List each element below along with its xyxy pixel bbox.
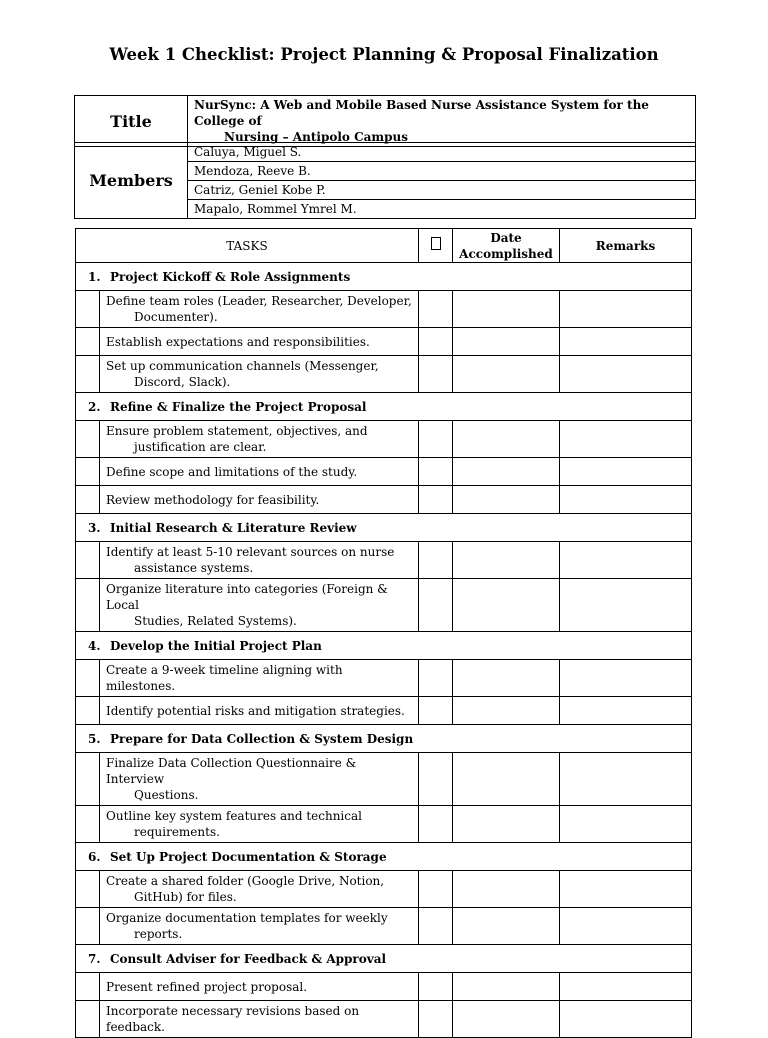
- task-checkbox-cell[interactable]: [419, 542, 453, 579]
- task-gutter: [76, 806, 100, 843]
- task-line1: Present refined project proposal.: [106, 979, 308, 994]
- section-heading: [76, 843, 692, 871]
- section-title: Set Up Project Documentation & Storage: [110, 849, 387, 864]
- remarks-cell[interactable]: [560, 753, 692, 806]
- task-gutter: [76, 421, 100, 458]
- remarks-cell[interactable]: [560, 579, 692, 632]
- title-label: Title: [75, 96, 188, 147]
- date-header-line1: Date: [490, 230, 522, 245]
- task-row: [76, 806, 692, 843]
- date-accomplished-header: [453, 229, 560, 263]
- task-line2: GitHub) for files.: [134, 890, 237, 904]
- remarks-header: Remarks: [560, 229, 692, 263]
- task-line1: Establish expectations and responsibilities.: [106, 334, 370, 349]
- remarks-cell[interactable]: [560, 908, 692, 945]
- section-title: Consult Adviser for Feedback & Approval: [110, 951, 387, 966]
- date-accomplished-cell[interactable]: [453, 486, 560, 514]
- task-checkbox-cell[interactable]: [419, 458, 453, 486]
- task-line2: Documenter).: [134, 310, 218, 324]
- section-title: Initial Research & Literature Review: [110, 520, 357, 535]
- task-line1: Outline key system features and technical: [106, 809, 362, 823]
- task-line1: Create a shared folder (Google Drive, Notion,: [106, 874, 385, 888]
- section-number: 6.: [88, 849, 101, 864]
- date-accomplished-cell[interactable]: [453, 328, 560, 356]
- task-line1: Ensure problem statement, objectives, and: [106, 424, 368, 438]
- remarks-cell[interactable]: [560, 697, 692, 725]
- member-name: Caluya, Miguel S.: [188, 143, 696, 162]
- task-line2: assistance systems.: [134, 561, 254, 575]
- task-line2: reports.: [134, 927, 183, 941]
- remarks-cell[interactable]: [560, 871, 692, 908]
- task-line1: Review methodology for feasibility.: [106, 492, 320, 507]
- checkbox-icon: [431, 237, 441, 250]
- task-checkbox-cell[interactable]: [419, 973, 453, 1001]
- tasks-header-row: [76, 229, 692, 263]
- task-description: [100, 486, 419, 514]
- task-description: [100, 697, 419, 725]
- section-number: 1.: [88, 269, 101, 284]
- tasks-table: [75, 228, 692, 1038]
- date-accomplished-cell[interactable]: [453, 291, 560, 328]
- task-row: [76, 486, 692, 514]
- date-accomplished-cell[interactable]: [453, 458, 560, 486]
- task-row: [76, 871, 692, 908]
- task-description: [100, 753, 419, 806]
- task-row: [76, 356, 692, 393]
- task-line1: Organize documentation templates for weekly: [106, 911, 388, 925]
- date-accomplished-cell[interactable]: [453, 806, 560, 843]
- section-title: Prepare for Data Collection & System Design: [110, 731, 414, 746]
- section-number: 4.: [88, 638, 101, 653]
- task-checkbox-cell[interactable]: [419, 660, 453, 697]
- section-title: Develop the Initial Project Plan: [110, 638, 322, 653]
- task-line1: Set up communication channels (Messenger,: [106, 359, 379, 373]
- task-gutter: [76, 871, 100, 908]
- section-heading: [76, 393, 692, 421]
- task-description: [100, 660, 419, 697]
- task-gutter: [76, 291, 100, 328]
- members-table: [74, 142, 696, 219]
- task-row: [76, 328, 692, 356]
- date-accomplished-cell[interactable]: [453, 1001, 560, 1038]
- task-gutter: [76, 973, 100, 1001]
- remarks-cell[interactable]: [560, 806, 692, 843]
- task-line1: Identify at least 5-10 relevant sources on nurse: [106, 545, 395, 559]
- task-description: [100, 871, 419, 908]
- date-accomplished-cell[interactable]: [453, 753, 560, 806]
- task-description: [100, 806, 419, 843]
- task-gutter: [76, 660, 100, 697]
- task-row: [76, 697, 692, 725]
- date-accomplished-cell[interactable]: [453, 579, 560, 632]
- project-title-line2: Nursing – Antipolo Campus: [224, 130, 408, 144]
- project-title-line1: NurSync: A Web and Mobile Based Nurse Assistance System for the College of: [194, 98, 649, 128]
- task-row: [76, 660, 692, 697]
- task-description: [100, 328, 419, 356]
- task-line1: Organize literature into categories (Foreign & Local: [106, 582, 388, 612]
- section-row: [76, 725, 692, 753]
- section-row: [76, 263, 692, 291]
- task-row: [76, 458, 692, 486]
- date-accomplished-cell[interactable]: [453, 660, 560, 697]
- remarks-cell[interactable]: [560, 973, 692, 1001]
- remarks-cell[interactable]: [560, 421, 692, 458]
- member-name: Catriz, Geniel Kobe P.: [188, 181, 696, 200]
- section-number: 5.: [88, 731, 101, 746]
- task-row: [76, 973, 692, 1001]
- task-gutter: [76, 579, 100, 632]
- remarks-cell[interactable]: [560, 542, 692, 579]
- task-row: [76, 1001, 692, 1038]
- members-label: Members: [75, 143, 188, 219]
- section-title: Refine & Finalize the Project Proposal: [110, 399, 367, 414]
- task-gutter: [76, 697, 100, 725]
- task-checkbox-cell[interactable]: [419, 328, 453, 356]
- task-checkbox-cell[interactable]: [419, 1001, 453, 1038]
- task-gutter: [76, 486, 100, 514]
- section-row: [76, 632, 692, 660]
- task-line2: requirements.: [134, 825, 220, 839]
- project-title: [188, 96, 696, 147]
- task-description: [100, 458, 419, 486]
- task-description: [100, 356, 419, 393]
- check-header: [419, 229, 453, 263]
- date-accomplished-cell[interactable]: [453, 356, 560, 393]
- remarks-cell[interactable]: [560, 291, 692, 328]
- section-row: [76, 514, 692, 542]
- section-row: [76, 843, 692, 871]
- date-accomplished-cell[interactable]: [453, 973, 560, 1001]
- task-line2: Questions.: [134, 788, 199, 802]
- task-row: [76, 291, 692, 328]
- task-checkbox-cell[interactable]: [419, 908, 453, 945]
- section-title: Project Kickoff & Role Assignments: [110, 269, 351, 284]
- member-name: Mendoza, Reeve B.: [188, 162, 696, 181]
- section-row: [76, 945, 692, 973]
- task-line1: Define team roles (Leader, Researcher, Developer,: [106, 294, 412, 308]
- task-line1: Create a 9-week timeline aligning with milestones.: [106, 663, 343, 693]
- section-heading: [76, 514, 692, 542]
- task-line1: Identify potential risks and mitigation strategies.: [106, 703, 405, 718]
- task-checkbox-cell[interactable]: [419, 871, 453, 908]
- task-checkbox-cell[interactable]: [419, 421, 453, 458]
- task-line1: Define scope and limitations of the study.: [106, 464, 358, 479]
- task-row: [76, 421, 692, 458]
- page-title: Week 1 Checklist: Project Planning & Proposal Finalization: [109, 45, 659, 64]
- task-checkbox-cell[interactable]: [419, 291, 453, 328]
- task-checkbox-cell[interactable]: [419, 356, 453, 393]
- remarks-cell[interactable]: [560, 356, 692, 393]
- remarks-cell[interactable]: [560, 486, 692, 514]
- section-heading: [76, 725, 692, 753]
- date-accomplished-cell[interactable]: [453, 908, 560, 945]
- task-description: [100, 542, 419, 579]
- task-gutter: [76, 328, 100, 356]
- member-name: Mapalo, Rommel Ymrel M.: [188, 200, 696, 219]
- section-heading: [76, 632, 692, 660]
- task-checkbox-cell[interactable]: [419, 753, 453, 806]
- task-checkbox-cell[interactable]: [419, 579, 453, 632]
- task-description: [100, 1001, 419, 1038]
- section-number: 2.: [88, 399, 101, 414]
- task-line1: Incorporate necessary revisions based on feedback.: [106, 1004, 360, 1034]
- date-accomplished-cell[interactable]: [453, 697, 560, 725]
- task-gutter: [76, 1001, 100, 1038]
- remarks-cell[interactable]: [560, 660, 692, 697]
- task-checkbox-cell[interactable]: [419, 697, 453, 725]
- task-row: [76, 579, 692, 632]
- remarks-cell[interactable]: [560, 328, 692, 356]
- date-header-line2: Accomplished: [459, 246, 553, 261]
- task-line1: Finalize Data Collection Questionnaire & Interview: [106, 756, 357, 786]
- task-gutter: [76, 908, 100, 945]
- task-row: [76, 908, 692, 945]
- section-heading: [76, 945, 692, 973]
- task-description: [100, 291, 419, 328]
- task-description: [100, 973, 419, 1001]
- task-checkbox-cell[interactable]: [419, 486, 453, 514]
- section-row: [76, 393, 692, 421]
- task-gutter: [76, 542, 100, 579]
- tasks-header: TASKS: [76, 229, 419, 263]
- task-description: [100, 908, 419, 945]
- task-description: [100, 579, 419, 632]
- date-accomplished-cell[interactable]: [453, 542, 560, 579]
- task-description: [100, 421, 419, 458]
- date-accomplished-cell[interactable]: [453, 421, 560, 458]
- task-line2: Discord, Slack).: [134, 375, 231, 389]
- task-row: [76, 542, 692, 579]
- task-gutter: [76, 753, 100, 806]
- task-row: [76, 753, 692, 806]
- section-number: 3.: [88, 520, 101, 535]
- task-gutter: [76, 458, 100, 486]
- task-checkbox-cell[interactable]: [419, 806, 453, 843]
- section-number: 7.: [88, 951, 101, 966]
- remarks-cell[interactable]: [560, 1001, 692, 1038]
- task-line2: Studies, Related Systems).: [134, 614, 297, 628]
- date-accomplished-cell[interactable]: [453, 871, 560, 908]
- remarks-cell[interactable]: [560, 458, 692, 486]
- task-gutter: [76, 356, 100, 393]
- section-heading: [76, 263, 692, 291]
- task-line2: justification are clear.: [134, 440, 267, 454]
- title-table: [74, 95, 696, 147]
